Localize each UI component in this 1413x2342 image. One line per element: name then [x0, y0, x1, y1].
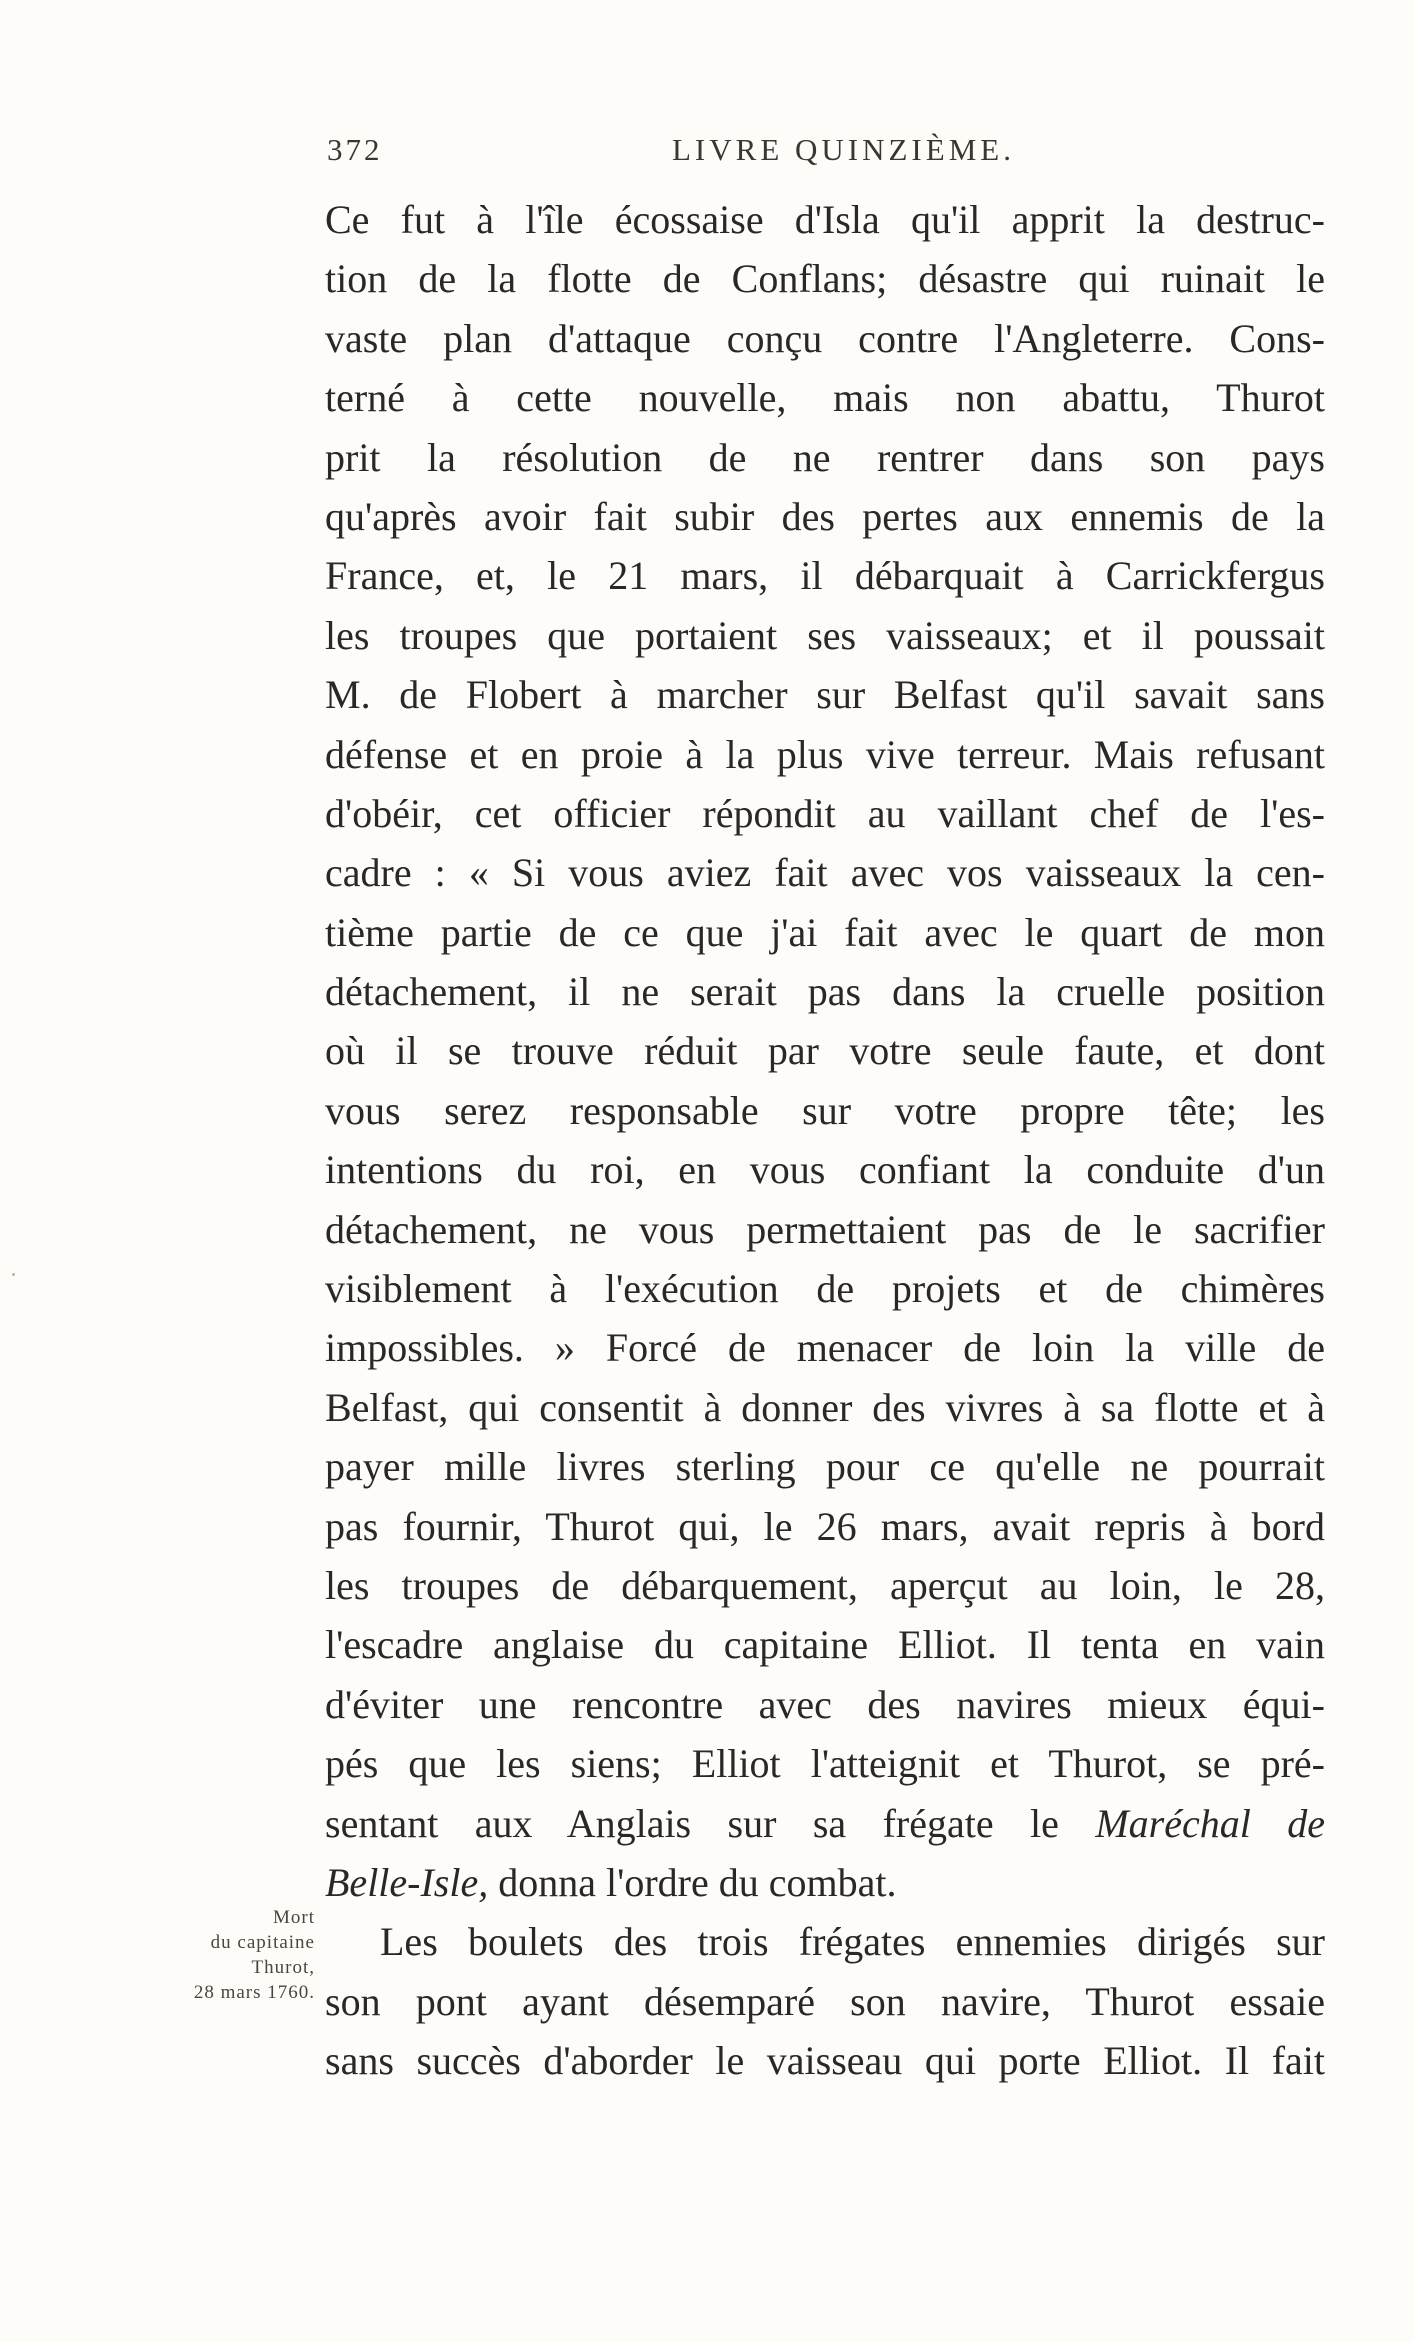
text-line: défense et en proie à la plus vive terreur. Mais refusant	[325, 731, 1325, 777]
text-line: Ce fut à l'île écossaise d'Isla qu'il apprit la destruc-	[325, 197, 1325, 242]
text-line: qu'après avoir fait subir des pertes aux ennemis de la	[325, 493, 1325, 539]
text-line: payer mille livres sterling pour ce qu'elle ne pourrait	[325, 1444, 1325, 1490]
paragraph-start-line: Les boulets des trois frégates ennemies dirigés sur	[380, 1919, 1325, 1965]
running-head	[327, 132, 1327, 172]
paragraph-end-line	[325, 1853, 1325, 1912]
text-line: pas fournir, Thurot qui, le 26 mars, avait repris à bord	[325, 1503, 1325, 1549]
text-line: les troupes de débarquement, aperçut au loin, le 28,	[325, 1562, 1325, 1608]
margin-note-line: du capitaine	[210, 1932, 315, 1953]
text-fragment: donna l'ordre du combat.	[498, 1859, 897, 1905]
text-line: où il se trouve réduit par votre seule faute, et dont	[325, 1028, 1325, 1074]
text-line: vaste plan d'attaque conçu contre l'Angleterre. Cons-	[325, 315, 1325, 361]
text-line: l'escadre anglaise du capitaine Elliot. Il tenta en vain	[325, 1622, 1325, 1668]
ship-name-italic: Maréchal de	[1095, 1800, 1325, 1846]
text-line: tième partie de ce que j'ai fait avec le quart de mon	[325, 909, 1325, 955]
running-title: LIVRE QUINZIÈME.	[672, 132, 1015, 167]
margin-note	[115, 1905, 315, 2005]
text-line: visiblement à l'exécution de projets et de chimères	[325, 1266, 1325, 1312]
text-line: son pont ayant désemparé son navire, Thurot essaie	[325, 1978, 1325, 2024]
text-line: France, et, le 21 mars, il débarquait à Carrickfergus	[325, 553, 1325, 599]
text-line: M. de Flobert à marcher sur Belfast qu'il savait sans	[325, 672, 1325, 718]
text-line: prit la résolution de ne rentrer dans son pays	[325, 434, 1325, 480]
margin-note-line: Mort	[273, 1907, 315, 1928]
paper-speck	[12, 1273, 15, 1276]
text-line: vous serez responsable sur votre propre tête; les	[325, 1087, 1325, 1133]
text-line: cadre : « Si vous aviez fait avec vos vaisseaux la cen-	[325, 850, 1325, 896]
text-line: Belfast, qui consentit à donner des vivres à sa flotte et à	[325, 1384, 1325, 1430]
text-line: intentions du roi, en vous confiant la conduite d'un	[325, 1147, 1325, 1193]
ship-name-italic: Belle-Isle,	[325, 1859, 489, 1905]
text-line: sans succès d'aborder le vaisseau qui porte Elliot. Il fait	[325, 2038, 1325, 2084]
text-fragment: sentant aux Anglais sur sa frégate le	[325, 1800, 1059, 1846]
text-line-with-ship-name	[325, 1794, 1325, 1853]
text-line: tion de la flotte de Conflans; désastre qui ruinait le	[325, 256, 1325, 302]
text-line: pés que les siens; Elliot l'atteignit et Thurot, se pré-	[325, 1741, 1325, 1787]
text-line: détachement, il ne serait pas dans la cruelle position	[325, 969, 1325, 1015]
page-number: 372	[327, 132, 383, 167]
margin-note-line: Thurot,	[251, 1957, 315, 1978]
text-line: d'éviter une rencontre avec des navires mieux équi-	[325, 1681, 1325, 1727]
text-line: d'obéir, cet officier répondit au vaillant chef de l'es-	[325, 790, 1325, 836]
main-text	[325, 190, 1325, 2091]
text-line: impossibles. » Forcé de menacer de loin la ville de	[325, 1325, 1325, 1371]
margin-note-line: 28 mars 1760.	[193, 1982, 315, 2003]
text-line: détachement, ne vous permettaient pas de le sacrifier	[325, 1206, 1325, 1252]
text-line: les troupes que portaient ses vaisseaux; et il poussait	[325, 612, 1325, 658]
text-line: terné à cette nouvelle, mais non abattu, Thurot	[325, 375, 1325, 421]
